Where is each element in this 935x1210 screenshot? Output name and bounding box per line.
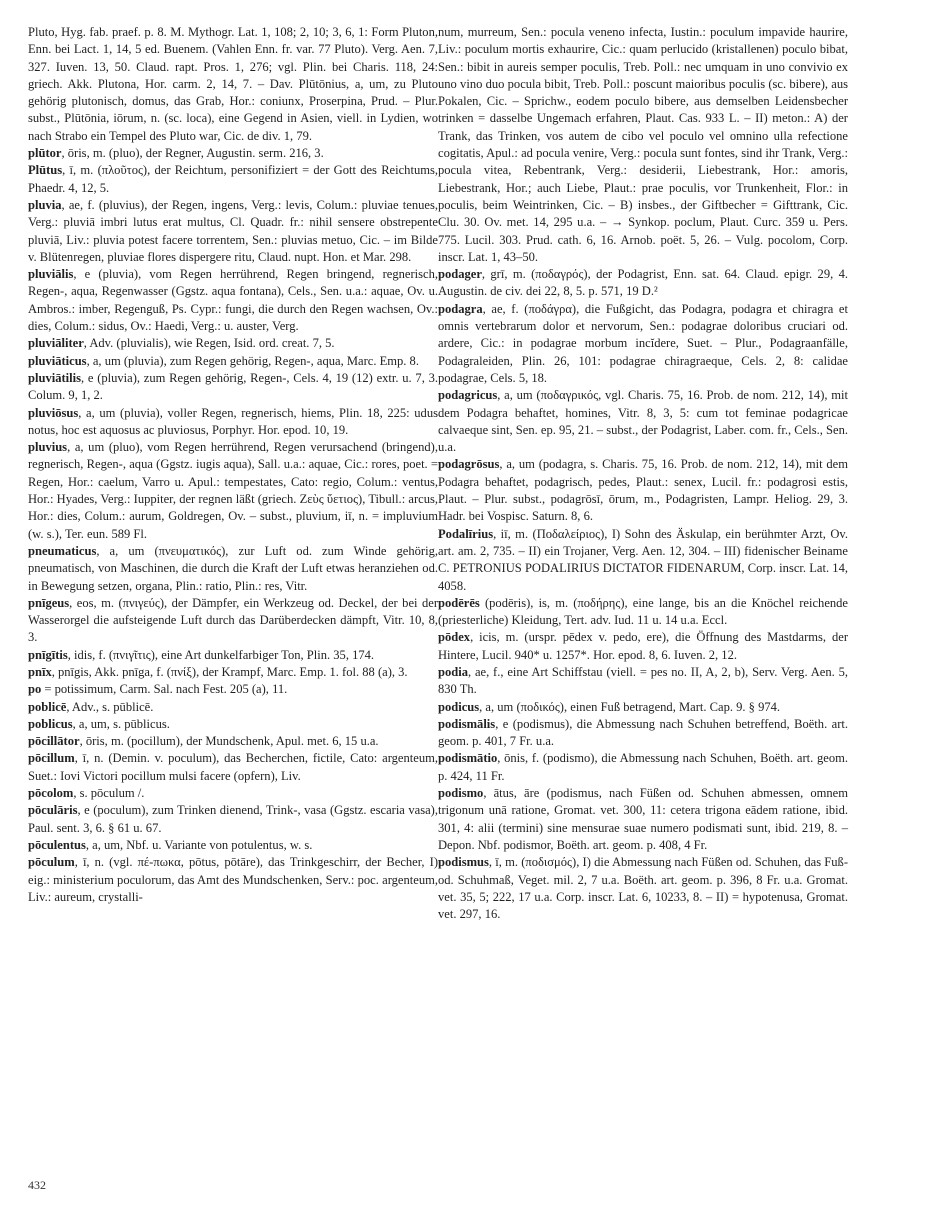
entry-headword: poblicus [28,716,73,731]
entry-text: , s. pōculum /. [73,786,145,801]
entry-text: , e (podismus), die Abmessung nach Schuhen betreffend, Boëth. art. geom. p. 401, 7 Fr. u.a. [438,716,848,749]
dictionary-entry [438,629,848,664]
entry-headword: pluvius [28,440,68,455]
entry-text: Pluto, Hyg. fab. praef. p. 8. M. Mythogr. Lat. 1, 108; 2, 10; 3, 6, 1: Form Pluton, Enn. bei Lact. 1, 14, 5 ed. Buenem. (Vahlen Enn. fr. var. 77 Pluto). Verg. Aen. 7, 327. Iuven. 13, 50. Claud. rapt. Pros. 1, 276; vgl. Plin. bei Charis. 118, 24: griech. Akk. Plutona, Hor. carm. 2, 14, 7. – Dav. Plūtōnius, a, um, zu Pluto gehörig plutonisch, domus, das Grab, Hor.: coniunx, Proserpina, Prud. – Plur. subst., Plūtōnia, iōrum, n. (sc. loca), eine Gegend in Asien, viell. in Lydien, wo nach Strabo ein Tempel des Pluto war, Cic. de div. 1, 79. [28,25,438,143]
page-number: 432 [28,1178,46,1192]
entry-headword: pōdex [438,630,471,645]
dictionary-entry [438,716,848,751]
dictionary-entry [28,716,438,733]
entry-headword: podager [438,267,482,282]
entry-headword: podagrōsus [438,457,500,472]
dictionary-entry [438,526,848,595]
dictionary-entry [438,785,848,854]
entry-headword: po [28,682,42,697]
entry-text: , ae, f., eine Art Schiffstau (viell. = pes no. II, A, 2, b), Serv. Verg. Aen. 5, 830 Th. [438,664,848,697]
entry-text: , ae, f. (pluvius), der Regen, ingens, Verg.: levis, Colum.: pluviae tenues, Verg.: pluviā imbri lutus erat multus, Cl. Quadr. fr.: nihil sensere obstrepente pluviā, Liv.: pluvia potest facere torrentem, Sen.: pluvias metuo, Cic. – im Bilde v. Blütenregen, pluviae flores dispergere ritu, Claud. nupt. Hon. et Mar. 298. [28,197,438,264]
entry-text: , e (poculum), zum Trinken dienend, Trink-, vasa (Ggstz. escaria vasa), Paul. sent. 3, 6. § 61 u. 67. [28,803,438,835]
entry-headword: pōculum [28,855,75,870]
dictionary-entry [438,664,848,699]
entry-headword: podagra [438,301,483,316]
entry-headword: pnīx [28,664,52,679]
dictionary-entry [28,699,438,716]
entry-headword: podērēs [438,595,480,610]
entry-text: , e (pluvia), zum Regen gehörig, Regen-, Cels. 4, 19 (12) extr. u. 7, 3. Colum. 9, 1, 2. [28,370,438,403]
dictionary-entry [438,456,848,525]
entry-text: , ī, m. (ποδισμός), I) die Abmessung nach Füßen od. Schuhen, das Fuß- od. Schuhmaß, Veget. mil. 2, 7 u.a. Boëth. art. geom. p. 396, 8 Fr. u.a. Gromat. vet. 35, 5; 222, 17 u.a. Corp. inscr. Lat. 6, 10233, 8. – II) = hypotenusa, Gromat. vet. 297, 16. [438,855,848,922]
dictionary-entry [28,405,438,440]
dictionary-entry [438,595,848,630]
dictionary-entry [28,543,438,595]
right-column [438,24,848,923]
entry-text: , idis, f. (πνιγῖτις), eine Art dunkelfarbiger Ton, Plin. 35, 174. [67,647,375,662]
entry-text: , a, um (podagra, s. Charis. 75, 16. Prob. de nom. 212, 14), mit dem Podagra behaftet, podagrisch, pedes, Plaut.: senex, Lucil. fr.: podagrosi estis, Plaut. – Plur. subst., podagrōsī, ōrum, m., Podagristen, Lampr. Heliog. 29, 3. Hadr. bei Vospisc. Saturn. 8, 6. [438,457,848,524]
entry-headword: podismus [438,855,489,870]
entry-headword: pneumaticus [28,543,97,558]
dictionary-entry [28,439,438,543]
entry-headword: podismātio [438,751,498,766]
dictionary-entry [438,24,848,266]
entry-text: , Adv., s. pūblicē. [66,699,154,714]
dictionary-entry [28,854,438,906]
entry-text: , a, um (ποδικός), einen Fuß betragend, Mart. Cap. 9. § 974. [479,699,781,714]
dictionary-entry [28,733,438,750]
dictionary-entry [28,145,438,162]
dictionary-entry [28,837,438,854]
dictionary-entry [438,387,848,456]
entry-headword: pluvia [28,197,62,212]
entry-text: (podēris), is, m. (ποδήρης), eine lange, bis an die Knöchel reichende (priesterliche) Kleidung, Tert. adv. Iud. 11 u. 14 u.a. Eccl. [438,595,848,628]
entry-headword: pōcolom [28,786,74,801]
entry-text: , iī, m. (Ποδαλείριος), I) Sohn des Äskulap, ein berühmter Arzt, Ov. art. am. 2, 735. – II) ein Trojaner, Verg. Aen. 12, 304. – III) fidenischer Beiname C. PETRONIUS PODALIRIUS DICTATOR FIDENARUM, Corp. inscr. Lat. 14, 4058. [438,526,848,593]
entry-text: , a, um (pluo), vom Regen herrührend, Regen verursachend (bringend), regnerisch, Regen-, aqua (Ggstz. iugis aqua), Sall. u.a.: aquae, Cic.: rores, poet. = Regen, Hor.: caelum, Varro u. Apul.: tempestates, Cato: regio, Colum.: ventus, Hor.: Hyades, Verg.: Iuppiter, der regnen läßt (griech. Ζεὺς ὕετιος), Tibull.: arcus, Hor.: dies, Colum.: aurum, Goldregen, Ov. – subst., pluvium, iī, n. = impluvium (w. s.), Ter. eun. 589 Fl. [28,440,438,541]
dictionary-entry [28,370,438,405]
entry-text: , a, um (pluvia), voller Regen, regnerisch, hiems, Plin. 18, 225: udus notus, hoc est aquosus ac pluviosus, Porphyr. Hor. epod. 10, 19. [28,405,438,437]
entry-headword: pluviātilis [28,370,81,385]
entry-text: , ī, n. (vgl. πέ-πωκα, pōtus, pōtāre), das Trinkgeschirr, der Becher, I) eig.: ministerium poculorum, das Amt des Mundschenken, Serv.: poc. argenteum, Liv.: aureum, crystalli- [28,855,438,904]
entry-text: num, murreum, Sen.: pocula veneno infecta, Iustin.: poculum impavide haurire, Liv.: poculum mortis exhaurire, Cic.: quam perlucido (kristallenen) poculo bibat, Sen.: bibit in aureis semper poculis, Treb. Poll.: nec umquam in uno convivio ex uno vino duo pocula bibit, Treb. Poll.: poscunt maioribus poculis (sc. bibere), aus Pokalen, Cic. – Sprichw., eodem poculo bibere, aus demselben Leidensbecher trinken = dasselbe Ungemach erfahren, Plaut. Cas. 933 L. – II) meton.: A) der Trank, das Trinken, vos autem de cibo vel poculo vel omnino ulla refectione cogitatis, Apul.: ad pocula venire, Verg.: pocula sunt fontes, sind ihr Trank, Verg.: pocula vitea, Rebentrank, Verg.: desiderii, Liebestrank, Hor.: amoris, Liebestrank, Hor.; auch Liebe, Plaut.: prae poculis, vor Trunkenheit, Flor.: in poculis, beim Weintrinken, Cic. – B) insbes., der Giftbecher = Gifttrank, Cic. Clu. 30. Ov. met. 14, 295 u.a. – → Synkop. poclum, Plaut. Curc. 359 u. Pers. 775. Lucil. 303. Prud. cath. 6, 16. Arnob. poët. 5, 26. – Vulg. pocolom, Corp. inscr. Lat. 1, 43–50. [438,25,848,264]
entry-text: , a, um (ποδαγρικός, vgl. Charis. 75, 16. Prob. de nom. 212, 14), mit dem Podagra behaftet, homines, Vitr. 8, 3, 5: cum tot feminae podagricae calvaeque sint, Sen. ep. 95, 21. – subst., der Podagrist, Laber. com. fr., Cels., Sen. u.a. [438,388,848,455]
dictionary-entry [438,266,848,301]
entry-headword: plūtor [28,146,62,161]
entry-text: , icis, m. (urspr. pēdex v. pedo, ere), die Öffnung des Mastdarms, der Hintere, Lucil. 940* u. 1257*. Hor. epod. 8, 6. Iuven. 2, 12. [438,630,848,662]
entry-headword: podia [438,664,468,679]
entry-text: , a, um, s. pūblicus. [72,716,170,731]
entry-headword: Podalīrius [438,526,494,541]
entry-text: , eos, m. (πνιγεύς), der Dämpfer, ein Werkzeug od. Deckel, der bei der Wasserorgel die aufsteigende Luft durch das Darüberdecken dämpft, Vitr. 10, 8, 3. [28,595,438,645]
entry-headword: Plūtus [28,163,63,178]
entry-headword: pluviōsus [28,405,79,420]
entry-headword: pnīgeus [28,595,70,610]
dictionary-entry [28,266,438,335]
entry-text: , a, um (πνευματικός), zur Luft od. zum Winde gehörig, pneumatisch, von Maschinen, die durch die Kraft der Luft etwas heranziehen od. in Bewegung setzen, organa, Plin.: ratio, Plin.: res, Vitr. [28,543,438,593]
dictionary-entry [28,595,438,647]
entry-text: , Adv. (pluvialis), wie Regen, Isid. ord. creat. 7, 5. [83,336,335,351]
entry-text: , ī, n. (Demin. v. poculum), das Becherchen, fictile, Cato: argenteum, Suet.: Iovi Victori pocillum mulsi facere (opfern), Liv. [28,751,438,783]
dictionary-entry [28,353,438,370]
dictionary-entry [28,162,438,197]
dictionary-entry [438,699,848,716]
entry-text: , pnīgis, Akk. pnīga, f. (πνίξ), der Krampf, Marc. Emp. 1. fol. 88 (a), 3. [51,664,408,679]
left-column [28,24,438,906]
entry-text: , ōris, m. (pocillum), der Mundschenk, Apul. met. 6, 15 u.a. [79,734,379,749]
entry-headword: pōcillātor [28,734,80,749]
dictionary-entry [28,802,438,837]
dictionary-entry [28,785,438,802]
entry-headword: pōcillum [28,751,75,766]
entry-headword: podicus [438,699,480,714]
entry-text: , grī, m. (ποδαγρός), der Podagrist, Enn. sat. 64. Claud. epigr. 29, 4. Augustin. de civ. dei 22, 8, 5. p. 571, 19 D.² [438,267,848,299]
dictionary-entry [28,664,438,681]
entry-headword: podagricus [438,388,498,403]
dictionary-entry [438,854,848,923]
entry-text: , e (pluvia), vom Regen herrührend, Regen bringend, regnerisch, Regen-, aqua, Regenwasser (Ggstz. aqua fontana), Cels., Sen. u.a.: aquae, Ov. u. Ambros.: imber, Regenguß, Ps. Cypr.: fungi, die durch den Regen wachsen, Ov.: dies, Colum.: sidus, Ov.: Haedi, Verg.: u. auster, Verg. [28,267,438,334]
dictionary-entry [28,750,438,785]
dictionary-entry [28,24,438,145]
entry-text: , a, um, Nbf. u. Variante von potulentus, w. s. [85,837,313,852]
dictionary-entry [28,335,438,352]
entry-headword: pluviālis [28,267,74,282]
dictionary-entry [438,301,848,387]
entry-text: = potissimum, Carm. Sal. nach Fest. 205 (a), 11. [41,682,288,697]
entry-headword: podismo [438,786,484,801]
entry-headword: pōculentus [28,837,86,852]
entry-text: , ōnis, f. (podismo), die Abmessung nach Schuhen, Boëth. art. geom. p. 424, 11 Fr. [438,751,848,783]
dictionary-entry [438,750,848,785]
entry-text: , ae, f. (ποδάγρα), die Fußgicht, das Podagra, podagra et chiragra et omnis vertebrarum dolor et nervorum, Sen.: podagrae doloribus cruciari od. ardere, Cic.: in podagrae morbum incĭdere, Suet. – Plur., Podagraanfälle, Podagraleiden, Plin. 26, 101: podagrae chiragraeque, Cels. 2, 8: calidae podagrae, Cels. 5, 18. [438,301,848,385]
entry-text: , a, um (pluvia), zum Regen gehörig, Regen-, aqua, Marc. Emp. 8. [86,353,419,368]
entry-text: , ātus, āre (podismus, nach Füßen od. Schuhen abmessen, omnem trigonum unā ratione, Gromat. vet. 300, 11: cetera trigona eādem ratione, ibid. 301, 4: alii (termini) sine mensurae suae numero podismati sunt, ibid. 219, 8. – Depon. Nbf. podismor, Boëth. art. geom. p. 408, 4 Fr. [438,786,848,852]
entry-headword: podismālis [438,716,496,731]
entry-headword: pōculāris [28,803,78,818]
entry-text: , ōris, m. (pluo), der Regner, Augustin. serm. 216, 3. [61,146,324,161]
entry-text: , ī, m. (πλοῦτος), der Reichtum, personifiziert = der Gott des Reichtums, Phaedr. 4, 12, 5. [28,163,438,195]
entry-headword: poblicē [28,699,67,714]
entry-headword: pnīgītis [28,647,68,662]
entry-headword: pluviāliter [28,336,84,351]
dictionary-entry [28,681,438,698]
entry-headword: pluviāticus [28,353,87,368]
dictionary-entry [28,197,438,266]
dictionary-entry [28,647,438,664]
